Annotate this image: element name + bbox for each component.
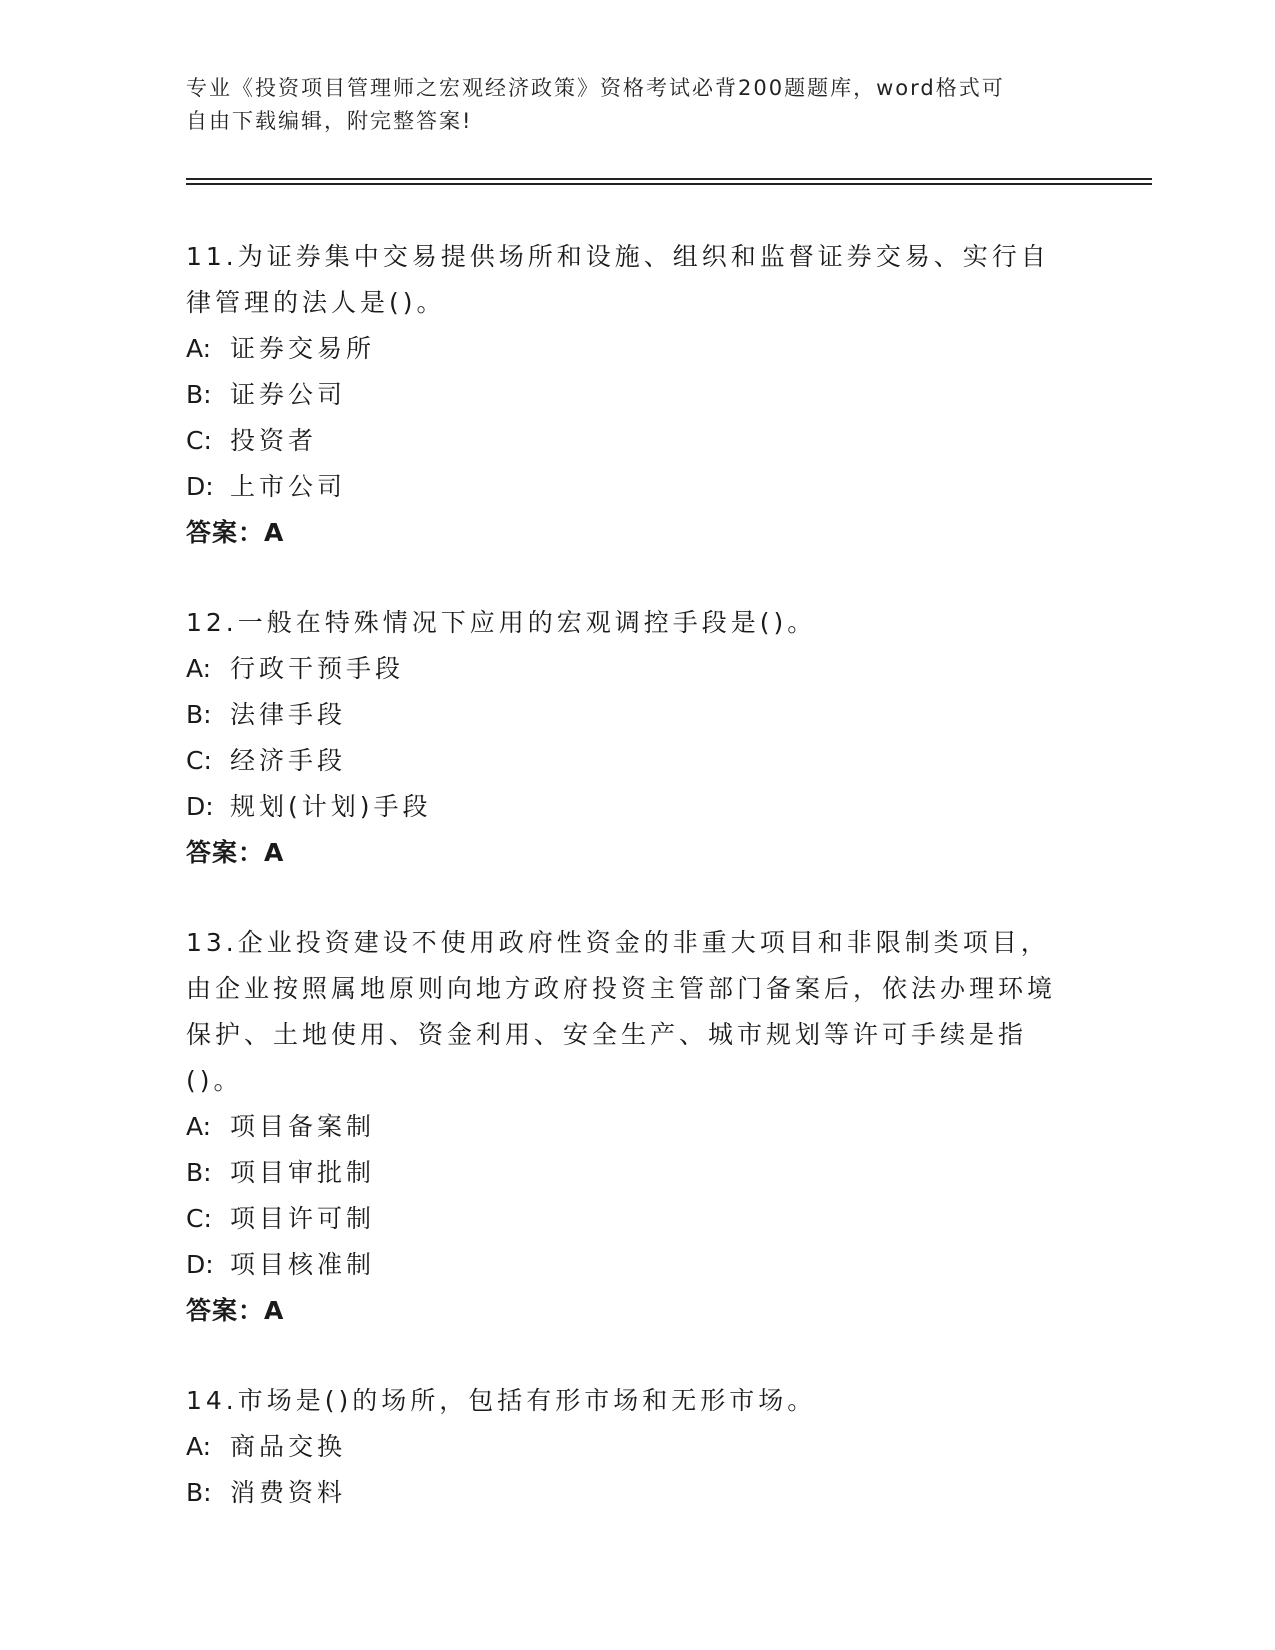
option-letter: D: [186,1250,214,1279]
option-text: 项目审批制 [230,1158,376,1187]
document-header [186,72,1066,138]
option-d [186,784,1066,830]
option-d [186,464,1066,510]
option-d [186,1242,1066,1288]
option-b [186,1150,1066,1196]
option-text: 上市公司 [230,472,347,501]
option-text: 法律手段 [230,700,347,729]
option-letter: B: [186,1478,212,1507]
option-letter: C: [186,1204,212,1233]
option-letter: C: [186,426,212,455]
option-a [186,1104,1066,1150]
option-letter: D: [186,792,214,821]
question-stem: 13.企业投资建设不使用政府性资金的非重大项目和非限制类项目，由企业按照属地原则向地方政府投资主管部门备案后，依法办理环境保护、土地使用、资金利用、安全生产、城市规划等许可手续是指()。 [186,928,1057,1095]
question-11 [186,234,1066,556]
option-c [186,1196,1066,1242]
option-text: 行政干预手段 [230,654,405,683]
option-letter: C: [186,746,212,775]
question-stem: 14.市场是()的场所，包括有形市场和无形市场。 [186,1386,817,1415]
question-stem: 12.一般在特殊情况下应用的宏观调控手段是()。 [186,608,817,637]
answer-line: 答案：A [186,518,285,547]
option-c [186,738,1066,784]
header-divider-bottom [186,183,1152,185]
option-text: 项目许可制 [230,1204,376,1233]
option-letter: D: [186,472,214,501]
option-letter: A: [186,334,212,363]
option-text: 证券公司 [230,380,347,409]
option-b [186,1470,1066,1516]
option-text: 规划(计划)手段 [230,792,432,821]
option-text: 消费资料 [230,1478,347,1507]
option-letter: B: [186,700,212,729]
question-stem: 11.为证券集中交易提供场所和设施、组织和监督证券交易、实行自律管理的法人是()。 [186,242,1050,317]
option-b [186,372,1066,418]
option-letter: A: [186,1432,212,1461]
option-letter: A: [186,654,212,683]
option-text: 项目核准制 [230,1250,376,1279]
question-12 [186,600,1066,876]
option-letter: B: [186,1158,212,1187]
option-c [186,418,1066,464]
header-line-2: 自由下载编辑，附完整答案! [186,109,473,133]
answer-line: 答案：A [186,1296,285,1325]
option-text: 投资者 [230,426,318,455]
option-b [186,692,1066,738]
option-text: 商品交换 [230,1432,347,1461]
question-13 [186,920,1066,1334]
question-14 [186,1378,1066,1516]
question-list [186,234,1066,1560]
option-text: 项目备案制 [230,1112,376,1141]
option-a [186,326,1066,372]
answer-line: 答案：A [186,838,285,867]
option-text: 证券交易所 [230,334,376,363]
option-a [186,646,1066,692]
option-a [186,1424,1066,1470]
option-text: 经济手段 [230,746,347,775]
header-line-1: 专业《投资项目管理师之宏观经济政策》资格考试必背200题题库，word格式可 [186,76,1005,100]
header-divider-top [186,178,1152,180]
option-letter: A: [186,1112,212,1141]
option-letter: B: [186,380,212,409]
